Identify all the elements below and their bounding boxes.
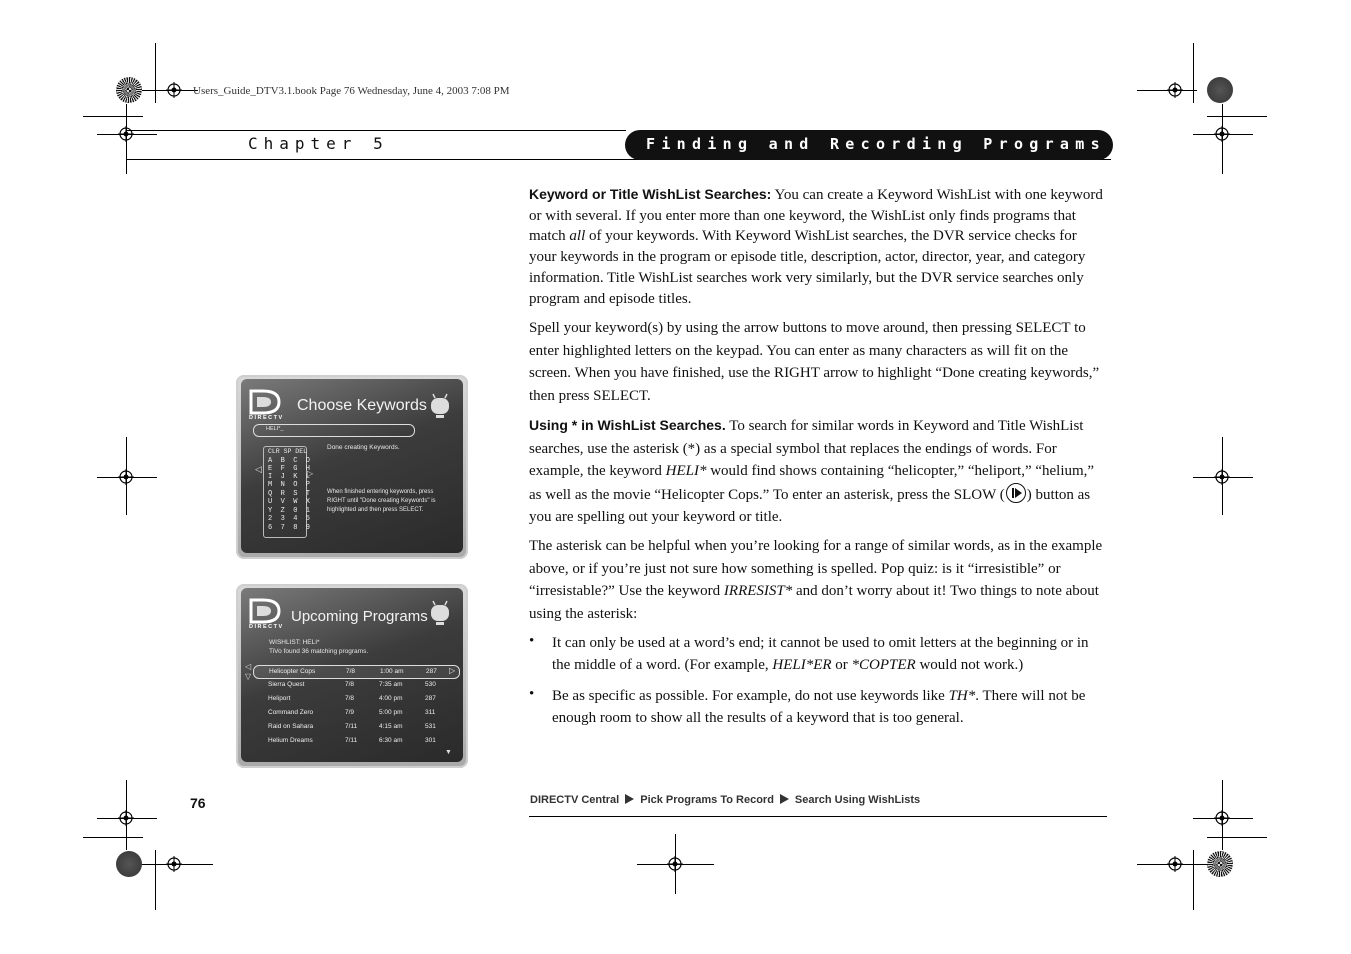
calibration-dial-icon: [1207, 851, 1233, 877]
screenshot-choose-keywords: [236, 375, 468, 559]
right-arrow-icon: ▷: [307, 469, 314, 478]
keypad-row: 6 7 8 9: [268, 524, 311, 532]
paragraph-heading: Keyword or Title WishList Searches:: [529, 186, 772, 202]
keypad-row: Y Z 0 1: [268, 507, 311, 515]
paragraph-heading: Using * in WishList Searches.: [529, 417, 726, 433]
program-title: Heliport: [268, 695, 291, 702]
breadcrumb-separator-icon: [780, 794, 789, 804]
program-time: 4:15 am: [379, 723, 403, 730]
registration-target-icon: [1167, 82, 1183, 98]
keyword-input-value: HELI*_: [266, 426, 284, 432]
program-time: 4:00 pm: [379, 695, 403, 702]
text-run: To search for similar words in Keyword and Title WishList searches, use the asterisk (*) as a special symbol that replaces the endings of words. For example, the keyword: [529, 418, 1084, 479]
text-run: and don’t worry about it! Two things to note about using the asterisk:: [529, 583, 1099, 622]
brand-label: DIRECTV: [249, 415, 284, 421]
program-title: Command Zero: [268, 709, 314, 716]
program-title: Sierra Quest: [268, 681, 305, 688]
help-line: highlighted and then press SELECT.: [327, 507, 424, 513]
program-date: 7/8: [345, 695, 355, 702]
help-line: When finished entering keywords, press: [327, 489, 434, 495]
keypad-row: M N O P: [268, 481, 311, 489]
registration-target-icon: [118, 469, 134, 485]
program-channel: 287: [426, 668, 437, 675]
tivo-logo-icon: [429, 600, 451, 626]
screenshot-upcoming-programs: [236, 584, 468, 768]
program-time: 1:00 am: [380, 668, 404, 675]
header-rule-top: [126, 130, 626, 131]
brand-label: DIRECTV: [249, 624, 284, 630]
program-channel: 287: [425, 695, 436, 702]
down-arrow-icon: ▽: [245, 672, 252, 681]
program-row-selected[interactable]: [253, 665, 460, 679]
footer-rule: [529, 816, 1107, 817]
program-channel: 311: [425, 709, 436, 716]
directv-logo-icon: [249, 598, 285, 624]
left-arrow-icon: ◁: [245, 662, 252, 671]
program-row[interactable]: [253, 693, 458, 705]
paragraph-spell-keywords: Spell your keyword(s) by using the arrow buttons to move around, then pressing SELECT to enter highlighted letters on the keypad. You can enter as many characters as will fit on the screen. When you have finished, use the RIGHT arrow to highlight “Done creating keywords,” then press SELECT.: [529, 320, 1100, 404]
bullet: •: [529, 633, 535, 649]
registration-target-icon: [166, 856, 182, 872]
program-date: 7/9: [345, 709, 355, 716]
screen-title: Upcoming Programs: [291, 608, 428, 625]
text-run: You can create a Keyword WishList with one keyword or with several. If you enter more than one keyword, the WishList only finds programs that match: [529, 187, 1103, 245]
registration-target-icon: [118, 126, 134, 142]
keypad-row: A B C D: [268, 457, 311, 465]
text-run: . There will not be enough room to show all the results of a keyword that is too general.: [552, 688, 1086, 726]
calibration-dial-icon: [116, 77, 142, 103]
registration-target-icon: [118, 810, 134, 826]
bullet: •: [529, 686, 535, 702]
text-run: It can only be used at a word’s end; it cannot be used to omit letters at the beginning or in the middle of a word. (For example,: [552, 635, 1089, 673]
page-number: 76: [190, 795, 206, 811]
calibration-dial-icon: [1207, 77, 1233, 103]
emphasis: HELI*: [665, 463, 707, 479]
emphasis: IRRESIST*: [723, 583, 793, 599]
text-run: ) button as you are spelling out your keyword or title.: [529, 486, 1091, 525]
file-header: Users_Guide_DTV3.1.book Page 76 Wednesday, June 4, 2003 7:08 PM: [193, 85, 510, 97]
breadcrumb-item[interactable]: Pick Programs To Record: [640, 794, 774, 806]
program-time: 6:30 am: [379, 737, 403, 744]
registration-target-icon: [1214, 126, 1230, 142]
calibration-dial-icon: [116, 851, 142, 877]
registration-target-icon: [1167, 856, 1183, 872]
text-run: The asterisk can be helpful when you’re looking for a range of similar words, as in the example above, or if you’re just not sure how something is spelled. Pop quiz: is it “irresistible” or “irresistable?” Use the keyword: [529, 538, 1103, 599]
keypad-row: U V W X: [268, 498, 311, 506]
scroll-down-icon: ▼: [445, 748, 452, 756]
help-line: RIGHT until "Done creating Keywords" is: [327, 498, 436, 504]
wishlist-label: WISHLIST: HELI*: [269, 639, 320, 646]
text-run: would not work.): [915, 656, 1024, 673]
program-row[interactable]: [253, 679, 458, 691]
paragraph-keyword-search: [529, 184, 1107, 309]
program-date: 7/8: [346, 668, 356, 675]
text-run: or: [831, 656, 852, 673]
program-title: Helium Dreams: [268, 737, 313, 744]
program-channel: 531: [425, 723, 436, 730]
program-row[interactable]: [253, 721, 458, 733]
directv-logo-icon: [249, 389, 285, 415]
chapter-label: Chapter 5: [248, 134, 389, 153]
breadcrumb-item[interactable]: DIRECTV Central: [530, 794, 620, 806]
program-time: 7:35 am: [379, 681, 403, 688]
keypad-row: 2 3 4 5: [268, 515, 311, 523]
keypad[interactable]: [263, 446, 311, 538]
emphasis: all: [569, 228, 586, 245]
registration-target-icon: [667, 856, 683, 872]
program-channel: 301: [425, 737, 436, 744]
keypad-row: I J K L: [268, 473, 311, 481]
program-row[interactable]: [253, 707, 458, 719]
section-title: Finding and Recording Programs: [646, 135, 1106, 153]
program-date: 7/11: [345, 723, 358, 730]
keypad-row: E F G H: [268, 465, 311, 473]
program-title: Helicopter Cops: [269, 668, 316, 675]
program-row[interactable]: [253, 735, 458, 747]
match-count: TiVo found 36 matching programs.: [269, 648, 369, 655]
registration-target-icon: [166, 82, 182, 98]
emphasis: HELI*ER: [772, 656, 832, 673]
text-run: of your keywords. With Keyword WishList searches, the DVR service checks for your keywords in the program or episode title, description, actor, director, year, and category information. Title WishList searches work very similarly, but the DVR service searches only program and episode titles.: [529, 228, 1086, 307]
bullet-item-be-specific: [552, 686, 1108, 729]
keypad-row: CLR SP DEL: [268, 448, 308, 455]
registration-target-icon: [1214, 469, 1230, 485]
program-channel: 530: [425, 681, 436, 688]
left-arrow-icon: ◁: [255, 464, 262, 474]
keypad-row: Q R S T: [268, 490, 311, 498]
breadcrumb-item[interactable]: Search Using WishLists: [794, 794, 921, 806]
emphasis: *COPTER: [851, 656, 916, 673]
breadcrumb-separator-icon: [625, 794, 634, 804]
registration-target-icon: [1214, 810, 1230, 826]
text-run: Be as specific as possible. For example, do not use keywords like: [552, 688, 949, 704]
program-date: 7/11: [345, 737, 358, 744]
keyword-input[interactable]: [253, 424, 415, 437]
right-arrow-icon: ▷: [449, 666, 456, 675]
screen-title: Choose Keywords: [297, 397, 427, 414]
program-time: 5:00 pm: [379, 709, 403, 716]
slow-button-icon: [1006, 483, 1026, 503]
tivo-logo-icon: [429, 393, 451, 419]
paragraph-asterisk-help: [529, 535, 1107, 625]
bullet-item-word-end: [552, 633, 1108, 676]
paragraph-asterisk: [529, 414, 1107, 529]
text-run: would find shows containing “helicopter,” “heliport,” “helium,” as well as the movie “Helicopter Cops.” To enter an asterisk, press the SLOW (: [529, 463, 1095, 503]
done-creating-keywords[interactable]: Done creating Keywords.: [327, 444, 400, 451]
emphasis: TH*: [948, 688, 976, 704]
program-title: Raid on Sahara: [268, 723, 314, 730]
program-date: 7/8: [345, 681, 355, 688]
breadcrumb: [530, 794, 920, 806]
